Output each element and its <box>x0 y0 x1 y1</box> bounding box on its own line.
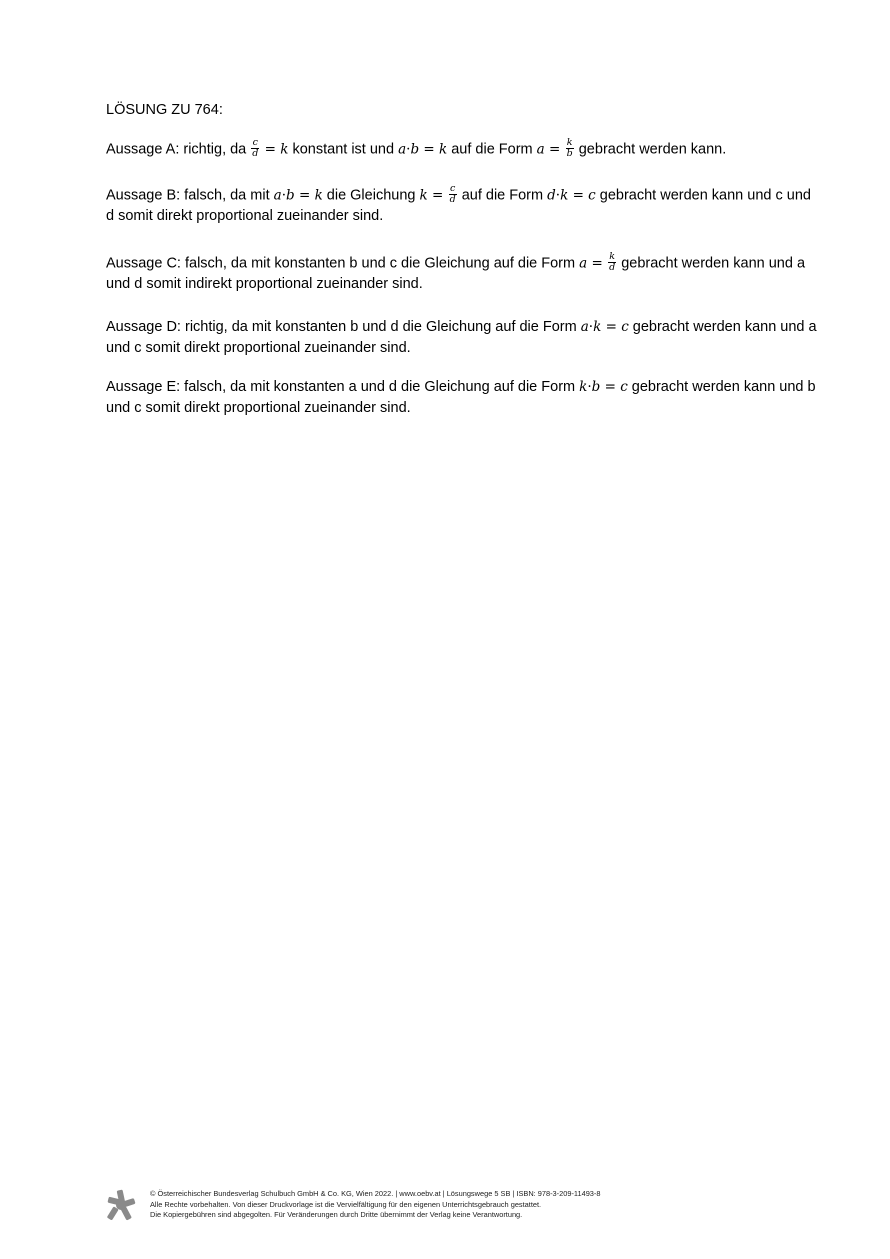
statement-d-text-1: Aussage D: richtig, da mit konstanten b und d die Gleichung auf die Form <box>106 319 581 335</box>
formula-d-dot-k-eq-c: d·k = c <box>547 187 596 204</box>
oebv-logo-icon <box>106 1189 136 1221</box>
statement-a <box>106 139 818 160</box>
statement-c-text-1: Aussage C: falsch, da mit konstanten b und c die Gleichung auf die Form <box>106 255 580 272</box>
footer-line-2: Alle Rechte vorbehalten. Von dieser Druckvorlage ist die Vervielfältigung für den eigenen Unterrichtsgebrauch gestattet. <box>150 1199 542 1209</box>
statement-e <box>106 377 818 419</box>
formula-a-dot-k-eq-c: a·k = c <box>580 319 629 335</box>
fraction-c-over-d: $\frac{c}{d}$ <box>449 183 456 205</box>
statement-a-text-1: Aussage A: richtig, da <box>106 141 251 158</box>
footer-line-1: © Österreichischer Bundesverlag Schulbuch GmbH & Co. KG, Wien 2022. | www.oebv.at | Lösungswege 5 SB | ISBN: 978-3-209-11493-8 <box>150 1189 601 1198</box>
formula-a-eq: a = <box>579 255 603 272</box>
statement-b <box>106 185 818 227</box>
fraction-c-over-d: $\frac{c}{d}$ <box>252 137 259 159</box>
formula-a-dot-b-eq-k: a·b = k <box>273 187 323 204</box>
statement-e-text-1: Aussage E: falsch, da mit konstanten a und d die Gleichung auf die Form <box>106 379 580 395</box>
fraction-k-over-b: $\frac{k}{b}$ <box>566 137 573 159</box>
statement-b-text-3: auf die Form <box>457 187 548 204</box>
copyright-notice <box>150 1189 601 1221</box>
statement-b-text-4: gebracht werden kann und c und d somit direkt proportional zueinander sind. <box>106 187 811 225</box>
statement-a-text-2: konstant ist und <box>288 141 399 158</box>
formula-a-eq: a = <box>536 141 561 158</box>
formula-k-dot-b-eq-c: k·b = c <box>579 379 628 395</box>
fraction-k-over-d: $\frac{k}{d}$ <box>609 251 616 273</box>
statement-c <box>106 253 818 295</box>
statement-b-text-1: Aussage B: falsch, da mit <box>106 187 274 204</box>
statement-a-text-4: gebracht werden kann. <box>574 141 727 158</box>
statement-a-text-3: auf die Form <box>447 141 537 158</box>
formula-a-dot-b-eq-k: a·b = k <box>398 141 448 158</box>
footer-line-3: Die Kopiergebühren sind abgegolten. Für Veränderungen durch Dritte übernimmt der Verlag keine Verantwortung. <box>150 1210 523 1219</box>
formula-eq-k: = k <box>264 141 289 158</box>
solution-heading: LÖSUNG ZU 764: <box>106 102 223 118</box>
formula-k-eq: k = <box>419 187 444 204</box>
page-footer <box>106 1187 806 1227</box>
statement-e-text-2: gebracht werden kann und b und c somit direkt proportional zueinander sind. <box>106 379 816 416</box>
statement-c-text-2: gebracht werden kann und a und d somit indirekt proportional zueinander sind. <box>106 255 806 293</box>
statement-d-text-2: gebracht werden kann und a und c somit direkt proportional zueinander sind. <box>106 319 817 356</box>
statement-d <box>106 317 818 359</box>
statement-b-text-2: die Gleichung <box>322 187 420 204</box>
